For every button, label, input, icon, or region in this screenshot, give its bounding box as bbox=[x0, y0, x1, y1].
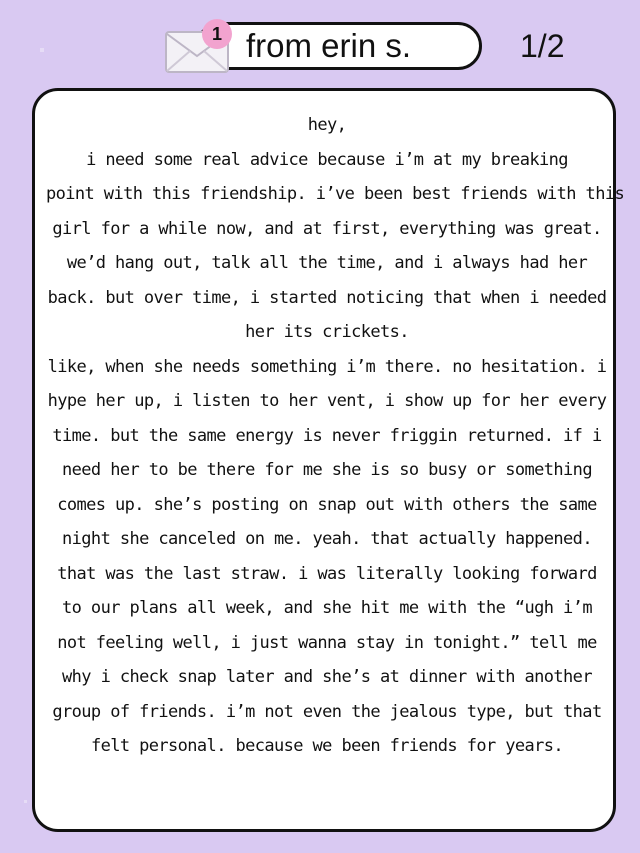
letter-line: not feeling well, i just wanna stay in tonight.” tell me bbox=[57, 632, 597, 653]
sparkle-decoration bbox=[40, 48, 44, 52]
letter-line: girl for a while now, and at first, everything was great. bbox=[52, 218, 602, 239]
letter-line: why i check snap later and she’s at dinner with another bbox=[62, 667, 592, 687]
letter-line: i need some real advice because i’m at my breaking bbox=[86, 149, 568, 170]
letter-line: to our plans all week, and she hit me with the “ugh i’m bbox=[62, 598, 592, 618]
letter-line: felt personal. because we been friends for years. bbox=[90, 736, 564, 756]
page-counter: 1/2 bbox=[520, 28, 565, 64]
letter-line: her its crickets. bbox=[245, 322, 409, 342]
notification-badge: 1 bbox=[202, 19, 232, 49]
letter-line: hype her up, i listen to her vent, i show up for her every bbox=[47, 391, 607, 411]
letter-line: that was the last straw. i was literally looking forward bbox=[57, 563, 597, 584]
letter-line: point with this friendship. i’ve been best friends with this bbox=[46, 184, 625, 204]
letter-line: we’d hang out, talk all the time, and i always had her bbox=[66, 253, 588, 273]
letter-line: night she canceled on me. yeah. that actually happened. bbox=[62, 529, 592, 549]
letter-line: like, when she needs something i’m there. no hesitation. i bbox=[47, 356, 607, 377]
letter-line: group of friends. i’m not even the jealous type, but that bbox=[52, 701, 602, 722]
sender-name: from erin s. bbox=[246, 27, 412, 64]
letter-body bbox=[46, 108, 625, 764]
letter-line: hey, bbox=[307, 115, 347, 135]
letter-line: time. but the same energy is never friggin returned. if i bbox=[52, 425, 602, 446]
sparkle-decoration bbox=[24, 800, 27, 803]
letter-line: back. but over time, i started noticing that when i needed bbox=[47, 287, 607, 308]
letter-line: comes up. she’s posting on snap out with others the same bbox=[57, 494, 597, 515]
letter-line: need her to be there for me she is so busy or something bbox=[62, 460, 592, 480]
